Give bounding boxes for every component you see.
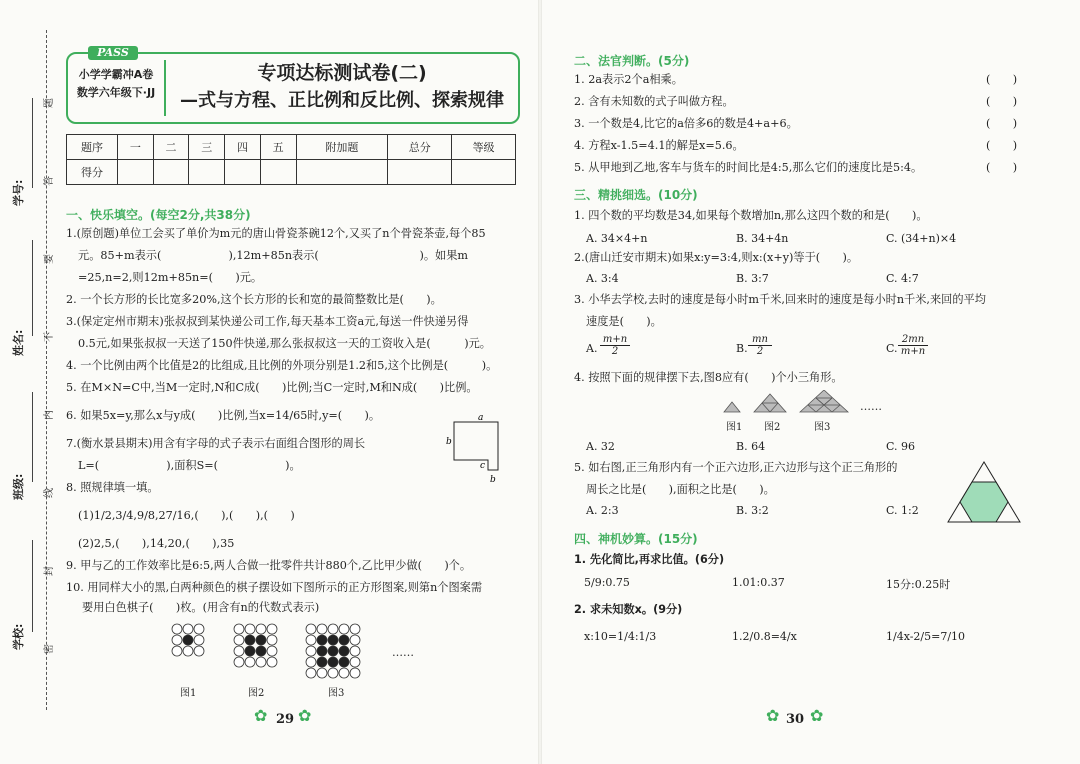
white-piece <box>306 646 316 656</box>
white-piece <box>234 646 244 656</box>
white-piece <box>245 624 255 634</box>
right-page <box>540 0 1080 764</box>
score-cell[interactable] <box>260 160 296 185</box>
score-cell[interactable] <box>296 160 388 185</box>
question-line: (2)2,5,( ),14,20,( ),35 <box>78 537 235 550</box>
pass-logo: PASS <box>88 46 138 60</box>
white-piece <box>194 624 204 634</box>
black-piece <box>183 635 193 645</box>
white-piece <box>306 668 316 678</box>
field-student-id: 学号: <box>12 179 25 206</box>
choice-question: 5. 如右图,正三角形内有一个正六边形,正六边形与这个正三角形的 <box>574 461 898 474</box>
black-piece <box>317 646 327 656</box>
judge-answer-box[interactable]: ( ) <box>986 95 1018 108</box>
black-piece <box>256 646 266 656</box>
white-piece <box>267 624 277 634</box>
calc-item: 1.01:0.37 <box>732 576 785 589</box>
figure-caption: 图1 <box>180 688 197 699</box>
leaf-icon: ✿ <box>254 706 268 725</box>
score-header-row <box>67 135 516 160</box>
leaf-icon: ✿ <box>810 706 824 725</box>
white-piece <box>267 635 277 645</box>
score-cell[interactable] <box>118 160 154 185</box>
choice-option[interactable]: A. 34×4+n <box>586 232 648 245</box>
seal-char: 要 <box>44 254 55 264</box>
choice-option[interactable]: B. <box>736 342 748 355</box>
judge-answer-box[interactable]: ( ) <box>986 117 1018 130</box>
chess-pattern-figures <box>168 622 378 698</box>
question-line: 4. 一个比例由两个比值是2的比组成,且比例的外项分别是1.2和5,这个比例是( )。 <box>66 359 498 372</box>
white-piece <box>172 635 182 645</box>
black-piece <box>245 635 255 645</box>
choice-option[interactable]: A. <box>586 342 598 355</box>
question-line: 8. 照规律填一填。 <box>66 481 159 494</box>
choice-option[interactable]: C. 4:7 <box>886 272 919 285</box>
equation-item: x:10=1/4:1/3 <box>584 630 657 643</box>
page-number-right: 30 <box>786 712 805 727</box>
white-piece <box>183 646 193 656</box>
white-piece <box>350 635 360 645</box>
composite-shape-figure <box>444 412 508 486</box>
leaf-icon: ✿ <box>298 706 312 725</box>
figure-caption: 图3 <box>328 688 345 699</box>
equation-item: 1/4x-2/5=7/10 <box>886 630 966 643</box>
question-line: 6. 如果5x=y,那么x与y成( )比例,当x=14/65时,y=( )。 <box>66 409 381 422</box>
field-line[interactable] <box>32 392 33 482</box>
triangle-pattern-figures <box>720 390 850 418</box>
judge-item: 5. 从甲地到乙地,客车与货车的时间比是4:5,那么它们的速度比是5:4。 <box>574 161 923 174</box>
question-line: 3.(保定定州市期末)张叔叔到某快递公司工作,每天基本工资a元,每送一件快递另得 <box>66 315 469 328</box>
grade-label: 数学六年级下·JJ <box>76 86 156 99</box>
score-header-cell: 三 <box>189 135 225 160</box>
choice-option[interactable]: C. 1:2 <box>886 504 919 517</box>
black-piece <box>328 635 338 645</box>
field-line[interactable] <box>32 540 33 632</box>
score-table <box>66 134 516 185</box>
calc-part-title: 1. 先化简比,再求比值。(6分) <box>574 553 725 566</box>
series-info <box>72 66 160 102</box>
figure-caption: 图1 <box>726 422 743 433</box>
question-line: (1)1/2,3/4,9/8,27/16,( ),( ),( ) <box>78 509 295 522</box>
white-piece <box>183 624 193 634</box>
score-cell[interactable] <box>189 160 225 185</box>
field-line[interactable] <box>32 98 33 188</box>
seal-char: 线 <box>44 488 55 498</box>
black-piece <box>317 635 327 645</box>
judge-item: 4. 方程x-1.5=4.1的解是x=5.6。 <box>574 139 744 152</box>
test-header <box>66 46 520 124</box>
white-piece <box>339 668 349 678</box>
score-header-cell: 附加题 <box>296 135 388 160</box>
shape-label: b <box>446 437 452 447</box>
white-piece <box>234 635 244 645</box>
section3-heading: 三、精挑细选。(10分) <box>574 188 698 202</box>
seal-char: 题 <box>44 98 55 108</box>
judge-answer-box[interactable]: ( ) <box>986 73 1018 86</box>
section4-heading: 四、神机妙算。(15分) <box>574 532 698 546</box>
white-piece <box>306 624 316 634</box>
fraction <box>748 334 772 357</box>
choice-option[interactable]: B. 3:7 <box>736 272 769 285</box>
fraction <box>600 334 630 357</box>
shape-label: c <box>480 461 486 471</box>
binding-margin <box>0 0 60 764</box>
score-header-cell: 题序 <box>67 135 118 160</box>
white-piece <box>267 646 277 656</box>
calc-item: 5/9:0.75 <box>584 576 630 589</box>
score-cell[interactable] <box>452 160 516 185</box>
judge-answer-box[interactable]: ( ) <box>986 161 1018 174</box>
white-piece <box>245 657 255 667</box>
white-piece <box>350 657 360 667</box>
equation-item: 1.2/0.8=4/x <box>732 630 797 643</box>
page-number-left: 29 <box>276 712 295 727</box>
seal-char: 密 <box>44 644 55 654</box>
question-line: 元。85+m表示( ),12m+85n表示( )。如果m <box>78 249 469 262</box>
score-header-cell: 二 <box>153 135 189 160</box>
seal-dashed-line <box>46 30 47 710</box>
black-piece <box>339 635 349 645</box>
seal-char: 封 <box>44 566 55 576</box>
white-piece <box>350 624 360 634</box>
choice-question: 速度是( )。 <box>586 315 662 328</box>
white-piece <box>194 635 204 645</box>
choice-option[interactable]: A. 2:3 <box>586 504 619 517</box>
score-cell[interactable] <box>153 160 189 185</box>
seal-char: 不 <box>44 332 55 342</box>
field-name: 姓名: <box>12 329 25 356</box>
white-piece <box>234 657 244 667</box>
field-line[interactable] <box>32 240 33 336</box>
field-class: 班级: <box>12 473 25 500</box>
choice-question: 4. 按照下面的规律摆下去,图8应有( )个小三角形。 <box>574 371 843 384</box>
section2-heading: 二、法官判断。(5分) <box>574 54 690 68</box>
white-piece <box>256 624 266 634</box>
section1-heading: 一、快乐填空。(每空2分,共38分) <box>66 208 251 222</box>
white-piece <box>328 624 338 634</box>
score-header-cell: 一 <box>118 135 154 160</box>
header-divider <box>164 60 166 116</box>
white-piece <box>317 668 327 678</box>
choice-option[interactable]: C. 96 <box>886 440 916 453</box>
shape-label: a <box>478 413 484 423</box>
fraction-denominator: 2 <box>611 346 619 357</box>
white-piece <box>194 646 204 656</box>
black-piece <box>317 657 327 667</box>
question-line: 5. 在M×N=C中,当M一定时,N和C成( )比例;当C一定时,M和N成( )比例。 <box>66 381 478 394</box>
choice-option[interactable]: B. 64 <box>736 440 766 453</box>
question-line: 9. 甲与乙的工作效率比是6:5,两人合做一批零件共计880个,乙比甲少做( )个。 <box>66 559 472 572</box>
score-header-cell: 五 <box>260 135 296 160</box>
seal-char: 答 <box>44 176 55 186</box>
white-piece <box>172 624 182 634</box>
choice-question: 3. 小华去学校,去时的速度是每小时m千米,回来时的速度是每小时n千米,来回的平均 <box>574 293 986 306</box>
white-piece <box>306 657 316 667</box>
page-title: 专项达标测试卷(二) <box>257 62 427 84</box>
calc-part-title: 2. 求未知数x。(9分) <box>574 603 683 616</box>
choice-question: 周长之比是( ),面积之比是( )。 <box>586 483 775 496</box>
field-school: 学校: <box>12 623 25 650</box>
fraction <box>898 334 928 357</box>
judge-item: 3. 一个数是4,比它的a倍多6的数是4+a+6。 <box>574 117 798 130</box>
question-line: 要用白色棋子( )枚。(用含有n的代数式表示) <box>82 601 320 614</box>
white-piece <box>267 657 277 667</box>
leaf-icon: ✿ <box>766 706 780 725</box>
score-header-cell: 四 <box>225 135 261 160</box>
white-piece <box>339 624 349 634</box>
score-cell[interactable] <box>225 160 261 185</box>
shape-label: b <box>490 475 496 485</box>
score-cell[interactable] <box>388 160 452 185</box>
judge-item: 1. 2a表示2个a相乘。 <box>574 73 683 86</box>
white-piece <box>234 624 244 634</box>
question-line: =25,n=2,则12m+85n=( )元。 <box>78 271 263 284</box>
black-piece <box>328 657 338 667</box>
black-piece <box>245 646 255 656</box>
page-subtitle: —式与方程、正比例和反比例、探索规律 <box>180 90 504 111</box>
white-piece <box>256 657 266 667</box>
fraction-numerator: m+n <box>600 334 630 346</box>
fraction-numerator: 2mn <box>898 334 928 346</box>
figure-caption: 图2 <box>764 422 781 433</box>
choice-option[interactable]: B. 3:2 <box>736 504 769 517</box>
figure-ellipsis: …… <box>392 646 414 659</box>
fraction-denominator: m+n <box>900 346 926 357</box>
fraction-denominator: 2 <box>756 346 764 357</box>
score-row-label: 得分 <box>67 160 118 185</box>
choice-option[interactable]: A. 3:4 <box>586 272 619 285</box>
question-line: 1.(原创题)单位工会买了单价为m元的唐山骨瓷茶碗12个,又买了n个骨瓷茶壶,每个85 <box>66 227 486 240</box>
choice-option[interactable]: B. 34+4n <box>736 232 789 245</box>
white-piece <box>306 635 316 645</box>
question-line: 10. 用同样大小的黑,白两种颜色的棋子摆设如下图所示的正方形图案,则第n个图案需 <box>66 581 483 594</box>
white-piece <box>172 646 182 656</box>
figure-caption: 图2 <box>248 688 265 699</box>
score-header-cell: 等级 <box>452 135 516 160</box>
seal-char: 内 <box>44 410 55 420</box>
fraction-numerator: mn <box>748 334 772 346</box>
choice-question: 1. 四个数的平均数是34,如果每个数增加n,那么这四个数的和是( )。 <box>574 209 928 222</box>
judge-item: 2. 含有未知数的式子叫做方程。 <box>574 95 734 108</box>
calc-item: 15分:0.25时 <box>886 578 951 591</box>
white-piece <box>328 668 338 678</box>
score-value-row <box>67 160 516 185</box>
choice-option[interactable]: C. (34+n)×4 <box>886 232 957 245</box>
choice-option[interactable]: C. <box>886 342 898 355</box>
choice-question: 2.(唐山迁安市期末)如果x:y=3:4,则x:(x+y)等于( )。 <box>574 251 859 264</box>
black-piece <box>328 646 338 656</box>
black-piece <box>256 635 266 645</box>
black-piece <box>339 657 349 667</box>
chess-fig3 <box>306 624 360 678</box>
choice-option[interactable]: A. 32 <box>586 440 615 453</box>
question-line: 0.5元,如果张叔叔一天送了150件快递,那么张叔叔这一天的工资收入是( )元。 <box>78 337 491 350</box>
score-header-cell: 总分 <box>388 135 452 160</box>
question-line: 7.(衡水景县期末)用含有字母的式子表示右面组合图形的周长 <box>66 437 366 450</box>
series-name: 小学学霸冲A卷 <box>78 68 154 81</box>
white-piece <box>350 646 360 656</box>
chess-fig2 <box>234 624 277 667</box>
question-line: L=( ),面积S=( )。 <box>78 459 301 472</box>
figure-caption: 图3 <box>814 422 831 433</box>
chess-fig1 <box>172 624 204 656</box>
white-piece <box>317 624 327 634</box>
white-piece <box>350 668 360 678</box>
figure-ellipsis: …… <box>860 400 882 413</box>
question-line: 2. 一个长方形的长比宽多20%,这个长方形的长和宽的最简整数比是( )。 <box>66 293 442 306</box>
black-piece <box>339 646 349 656</box>
hexagon-in-triangle-figure <box>944 460 1024 526</box>
judge-answer-box[interactable]: ( ) <box>986 139 1018 152</box>
